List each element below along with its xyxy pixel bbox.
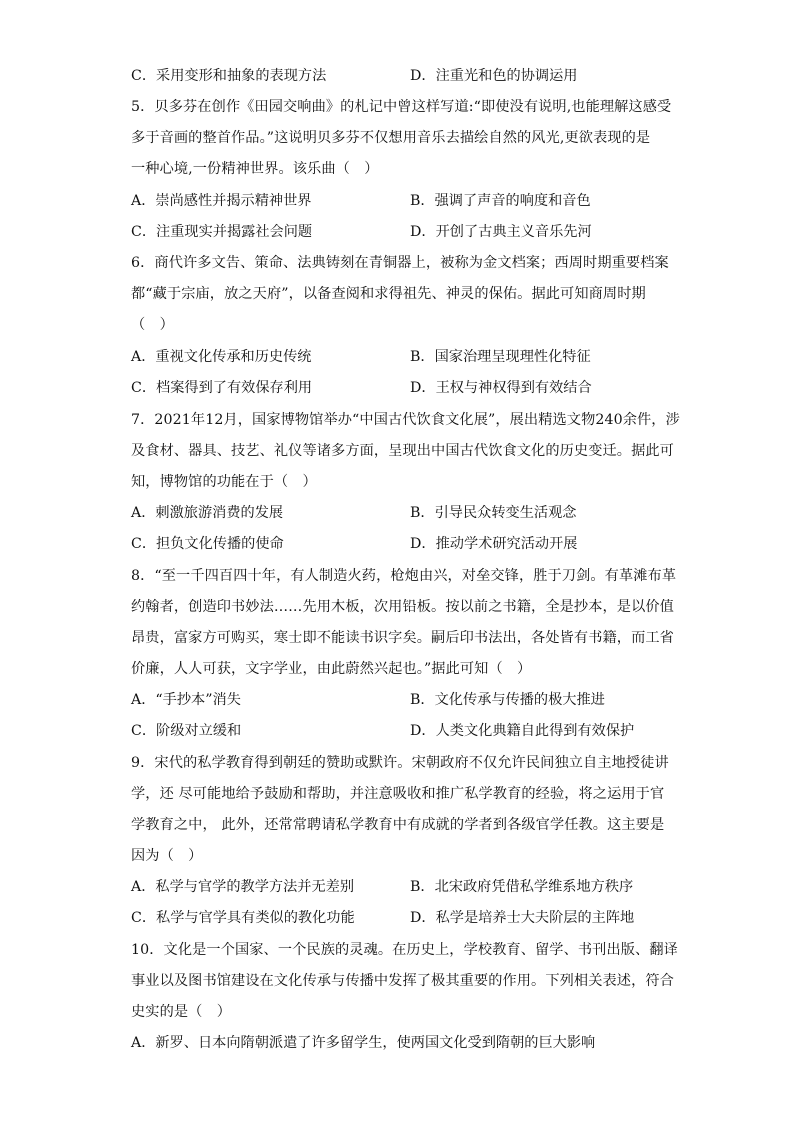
q7-stem-line-3: 知，博物馆的功能在于（ ） [131,474,317,490]
q5-option-c: C．注重现实并揭露社会问题 [131,224,313,240]
q6-option-d: D．王权与神权得到有效结合 [410,380,592,396]
q10-option-a: A．新罗、日本向隋朝派遣了许多留学生，使两国文化受到隋朝的巨大影响 [131,1035,596,1051]
q6-stem-line-3: （ ） [131,317,174,333]
q8-stem-line-4: 价廉，人人可获，文字学业，由此蔚然兴起也。”据此可知（ ） [131,661,532,677]
q9-stem-line-4: 因为（ ） [131,848,203,864]
q5-stem-line-3: 一种心境,一份精神世界。该乐曲（ ） [131,161,379,177]
q5-option-d: D．开创了古典主义音乐先河 [410,224,592,240]
q9-stem-line-2: 学，还 尽可能地给予鼓励和帮助，并注意吸收和推广私学教育的经验，将之运用于官 [131,786,665,802]
q5-stem-line-1: 5．贝多芬在创作《田园交响曲》的札记中曾这样写道:“即使没有说明,也能理解这感受 [131,99,672,115]
q8-option-a: A．“手抄本”消失 [131,692,241,708]
q10-stem-line-3: 史实的是（ ） [131,1004,232,1020]
q4-option-d: D．注重光和色的协调运用 [410,68,578,84]
q8-option-d: D．人类文化典籍自此得到有效保护 [410,723,635,739]
q8-stem-line-3: 昂贵，富家方可购买，寒士即不能读书识字矣。嗣后印书法出，各处皆有书籍，而工省 [131,630,674,646]
q8-stem-line-1: 8．“至一千四百四十年，有人制造火药，枪炮由兴，对垒交锋，胜于刀剑。有革滩布革 [131,568,677,584]
q9-stem-line-1: 9．宋代的私学教育得到朝廷的赞助或默许。宋朝政府不仅允许民间独立自主地授徒讲 [131,755,669,771]
q9-option-b: B．北宋政府凭借私学维系地方秩序 [410,879,634,895]
q7-option-c: C．担负文化传播的使命 [131,536,284,552]
q6-stem-line-1: 6．商代许多文告、策命、法典铸刻在青铜器上，被称为金文档案；西周时期重要档案 [131,255,669,271]
q5-stem-line-2: 多于音画的整首作品。”这说明贝多芬不仅想用音乐去描绘自然的风光,更欲表现的是 [131,130,651,146]
q7-option-b: B．引导民众转变生活观念 [410,505,577,521]
q8-stem-line-2: 约翰者，创造印书妙法……先用木板，次用铅板。按以前之书籍，全是抄本，是以价值 [131,599,674,615]
q7-option-d: D．推动学术研究活动开展 [410,536,578,552]
q7-stem-line-2: 及食材、器具、技艺、礼仪等诸多方面，呈现出中国古代饮食文化的历史变迁。据此可 [131,443,674,459]
q8-option-c: C．阶级对立缓和 [131,723,242,739]
q9-stem-line-3: 学教育之中， 此外，还常常聘请私学教育中有成就的学者到各级官学任教。这主要是 [131,817,665,833]
q5-option-a: A．崇尚感性并揭示精神世界 [131,193,312,209]
q10-stem-line-1: 10．文化是一个国家、一个民族的灵魂。在历史上，学校教育、留学、书刊出版、翻译 [131,942,678,958]
q6-option-c: C．档案得到了有效保存利用 [131,380,313,396]
q9-option-c: C．私学与官学具有类似的教化功能 [131,910,355,926]
q9-option-a: A．私学与官学的教学方法并无差别 [131,879,355,895]
q7-option-a: A．刺激旅游消费的发展 [131,505,284,521]
q8-option-b: B．文化传承与传播的极大推进 [410,692,605,708]
q9-option-d: D．私学是培养士大夫阶层的主阵地 [410,910,635,926]
q6-option-a: A．重视文化传承和历史传统 [131,349,312,365]
q7-stem-line-1: 7．2021年12月，国家博物馆举办“中国古代饮食文化展”，展出精选文物240余件，涉 [131,412,680,428]
q10-stem-line-2: 事业以及图书馆建设在文化传承与传播中发挥了极其重要的作用。下列相关表述，符合 [131,973,674,989]
q6-option-b: B．国家治理呈现理性化特征 [410,349,591,365]
q5-option-b: B．强调了声音的响度和音色 [410,193,591,209]
q6-stem-line-2: 都“藏于宗庙，放之天府”，以备查阅和求得祖先、神灵的保佑。据此可知商周时期 [131,286,646,302]
q4-option-c: C．采用变形和抽象的表现方法 [131,68,327,84]
